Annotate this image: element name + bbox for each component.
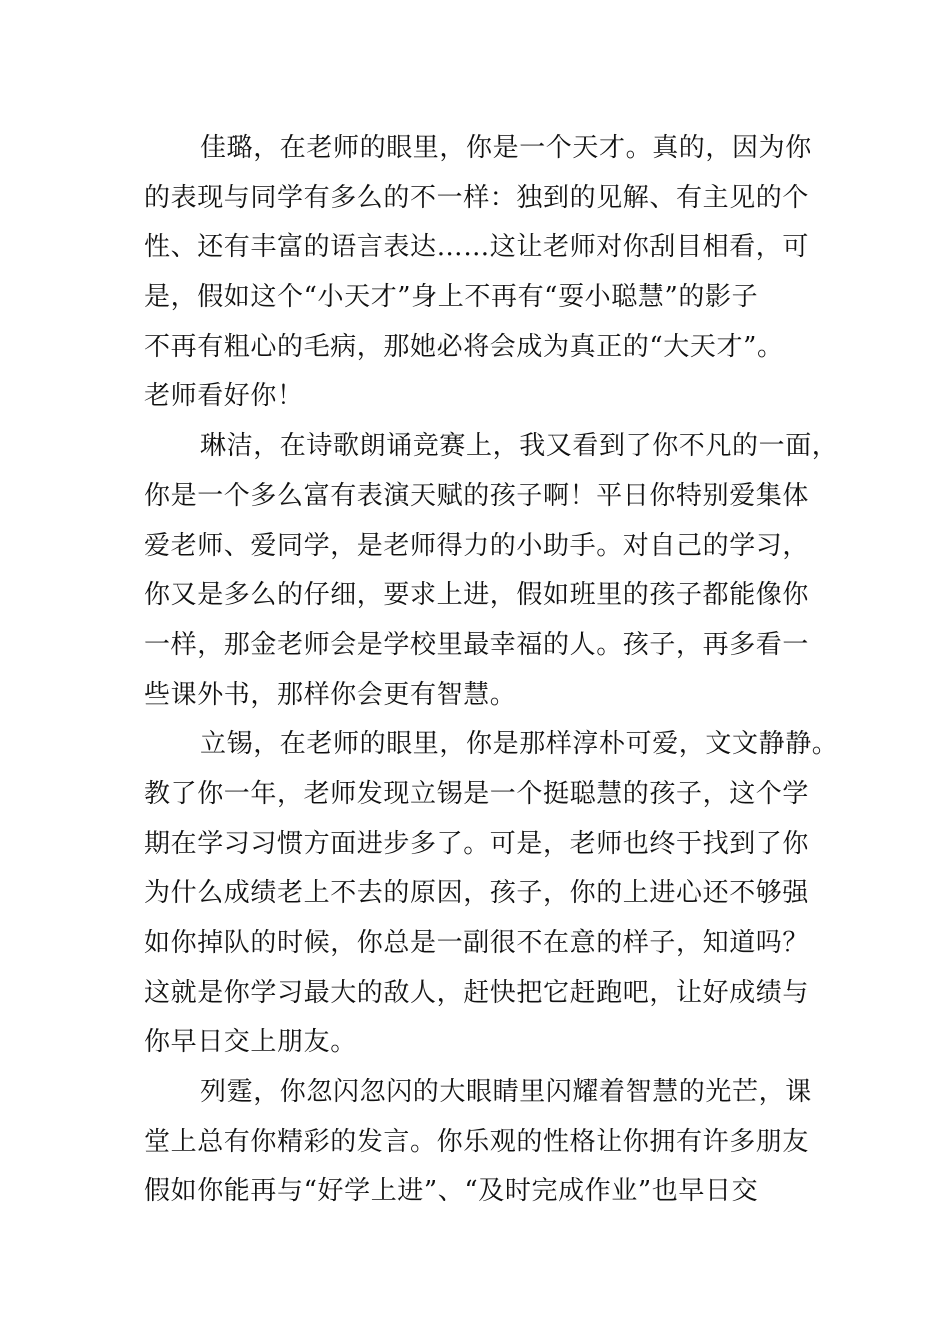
text-line: 是，假如这个“小天才”身上不再有“耍小聪慧”的影子 [144, 282, 759, 313]
text-line: 些课外书，那样你会更有智慧。 [144, 679, 517, 710]
text-line: 你又是多么的仔细，要求上进，假如班里的孩子都能像你 [144, 580, 810, 611]
text-line: 列霆，你忽闪忽闪的大眼睛里闪耀着智慧的光芒，课 [200, 1077, 812, 1108]
text-line: 期在学习习惯方面进步多了。可是，老师也终于找到了你 [144, 828, 810, 859]
text-line: 琳洁，在诗歌朗诵竞赛上，我又看到了你不凡的一面， [200, 431, 839, 462]
text-line: 如你掉队的时候，你总是一副很不在意的样子，知道吗？ [144, 928, 810, 958]
text-line: 假如你能再与“好学上进”、“及时完成作业”也早日交 [144, 1176, 759, 1207]
text-line: 爱老师、爱同学，是老师得力的小助手。对自己的学习， [144, 530, 810, 561]
text-line: 性、还有丰富的语言表达……这让老师对你刮目相看，可 [144, 232, 810, 263]
text-line: 你是一个多么富有表演天赋的孩子啊！平日你特别爱集体 [144, 480, 810, 511]
paragraph-lixi [144, 720, 839, 1068]
text-line: 教了你一年，老师发现立锡是一个挺聪慧的孩子，这个学 [144, 778, 810, 809]
text-line: 老师看好你！ [144, 381, 304, 412]
text-line: 不再有粗心的毛病，那她必将会成为真正的“大天才”。 [144, 331, 784, 362]
paragraph-linjie [144, 422, 839, 720]
text-line: 堂上总有你精彩的发言。你乐观的性格让你拥有许多朋友 [144, 1126, 810, 1157]
text-line: 你早日交上朋友。 [144, 1027, 357, 1058]
text-line: 的表现与同学有多么的不一样：独到的见解、有主见的个 [144, 182, 810, 213]
text-line: 为什么成绩老上不去的原因，孩子，你的上进心还不够强 [144, 878, 810, 909]
text-line: 一样，那金老师会是学校里最幸福的人。孩子，再多看一 [144, 629, 810, 660]
document-body [144, 124, 839, 1217]
text-line: 佳璐，在老师的眼里，你是一个天才。真的，因为你 [200, 133, 812, 163]
paragraph-lieting [144, 1068, 824, 1217]
text-line: 这就是你学习最大的敌人，赶快把它赶跑吧，让好成绩与 [144, 977, 810, 1008]
paragraph-jialu [144, 124, 824, 422]
text-line: 立锡，在老师的眼里，你是那样淳朴可爱，文文静静。 [200, 729, 839, 760]
